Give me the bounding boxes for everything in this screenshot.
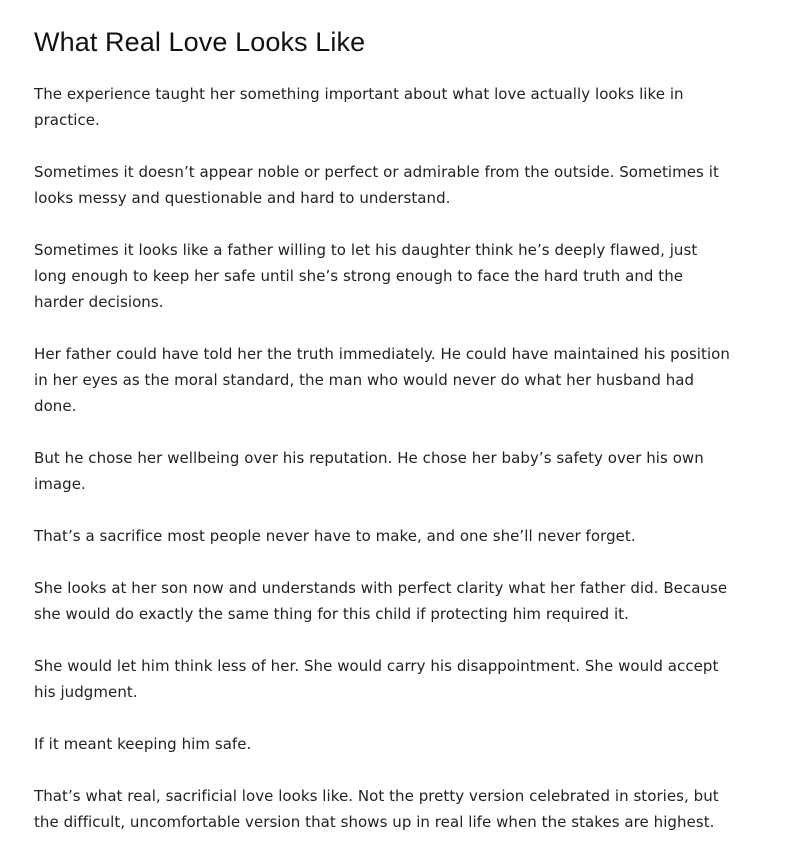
paragraph: Sometimes it looks like a father willing to let his daughter think he’s deeply flawed, just long enough to keep her safe until she’s strong enough to face the hard truth and the harder decisions.: [34, 241, 698, 311]
paragraph: The experience taught her something important about what love actually looks like in practice.: [34, 85, 684, 129]
paragraph: That’s what real, sacrificial love looks like. Not the pretty version celebrated in stories, but the difficult, uncomfortable version that shows up in real life when the stakes are highest.: [34, 787, 719, 831]
paragraph: If it meant keeping him safe.: [34, 735, 252, 753]
paragraph: Sometimes it doesn’t appear noble or perfect or admirable from the outside. Sometimes it looks messy and questionable and hard to understand.: [34, 163, 719, 207]
paragraph: But he chose her wellbeing over his reputation. He chose her baby’s safety over his own image.: [34, 449, 704, 493]
paragraph: Her father could have told her the truth immediately. He could have maintained his position in her eyes as the moral standard, the man who would never do what her husband had done.: [34, 345, 730, 415]
paragraph: She looks at her son now and understands with perfect clarity what her father did. Because she would do exactly the same thing for this child if protecting him required it.: [34, 579, 728, 623]
article: [34, 26, 734, 861]
paragraph: That’s a sacrifice most people never have to make, and one she’ll never forget.: [34, 527, 636, 545]
paragraph: She would let him think less of her. She would carry his disappointment. She would accept his judgment.: [34, 657, 719, 701]
article-heading: What Real Love Looks Like: [34, 27, 366, 57]
